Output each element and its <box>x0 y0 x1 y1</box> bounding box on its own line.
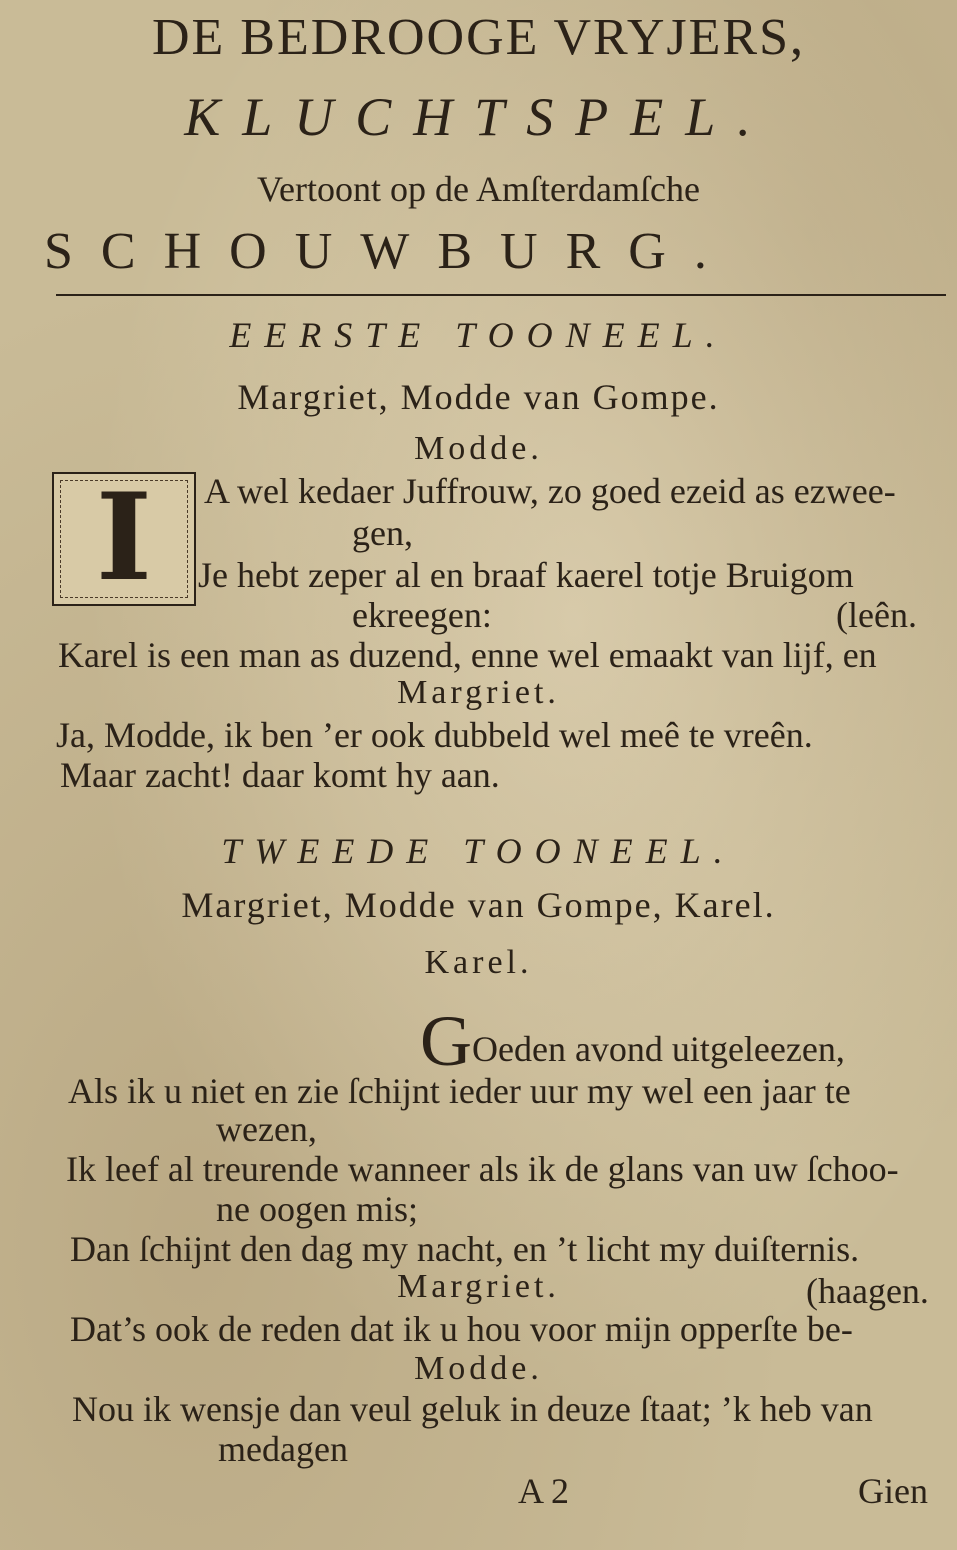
speaker-karel: Karel. <box>424 944 533 981</box>
verse-line: Dat’s ook de reden dat ik u hou voor mijn opperſte be- <box>70 1309 853 1349</box>
verse-line: Karel is een man as duzend, enne wel emaakt van lijf, en <box>58 635 877 675</box>
verse-line: gen, <box>352 513 413 553</box>
title-line-1: DE BEDROOGE VRYJERS, <box>151 9 805 66</box>
verse-line: ne oogen mis; <box>216 1189 418 1229</box>
verse-text: Oeden avond uitgeleezen, <box>472 1029 845 1069</box>
verse-line: Dan ſchijnt den dag my nacht, en ’t licht my duiſternis. <box>70 1229 860 1269</box>
page-signature: A 2 <box>518 1471 570 1511</box>
verse-line: Je hebt zeper al en braaf kaerel totje Bruigom <box>198 555 854 595</box>
title-line-3: SCHOUWBURG. <box>44 223 735 280</box>
verse-line: medagen <box>218 1429 348 1469</box>
scene-2-characters: Margriet, Modde van Gompe, Karel. <box>181 885 776 925</box>
catchword: Gien <box>858 1471 928 1511</box>
verse-line: wezen, <box>216 1109 317 1149</box>
speaker-modde: Modde. <box>414 430 543 467</box>
verse-line: Nou ik wensje dan veul geluk in deuze ſtaat; ’k heb van <box>72 1389 873 1429</box>
scene-1-characters: Margriet, Modde van Gompe. <box>237 377 720 417</box>
verse-line: Ik leef al treurende wanneer als ik de glans van uw ſchoo- <box>66 1149 899 1189</box>
decorated-initial <box>52 467 196 608</box>
verse-line: (haagen. <box>806 1271 929 1311</box>
scene-1-heading: EERSTE TOONEEL. <box>229 315 728 355</box>
title-line-2: KLUCHTSPEL. <box>184 87 773 147</box>
initial-letter: I <box>95 467 153 608</box>
verse-line: ekreegen: <box>352 595 492 635</box>
large-initial: G <box>420 1001 472 1081</box>
subtitle: Vertoont op de Amſterdamſche <box>257 169 700 209</box>
verse-line: A wel kedaer Juffrouw, zo goed ezeid as ezwee- <box>204 471 896 511</box>
speaker-margriet: Margriet. <box>397 674 560 711</box>
speaker-modde: Modde. <box>414 1350 543 1387</box>
speaker-margriet: Margriet. <box>397 1268 560 1305</box>
verse-line: Als ik u niet en zie ſchijnt ieder uur my wel een jaar te <box>68 1071 851 1111</box>
scene-2-heading: TWEEDE TOONEEL. <box>221 831 736 871</box>
verse-line: Maar zacht! daar komt hy aan. <box>60 755 500 795</box>
verse-line: Ja, Modde, ik ben ’er ook dubbeld wel meê te vreên. <box>56 715 813 755</box>
verse-line: (leên. <box>836 595 917 635</box>
header-rule <box>56 294 946 296</box>
